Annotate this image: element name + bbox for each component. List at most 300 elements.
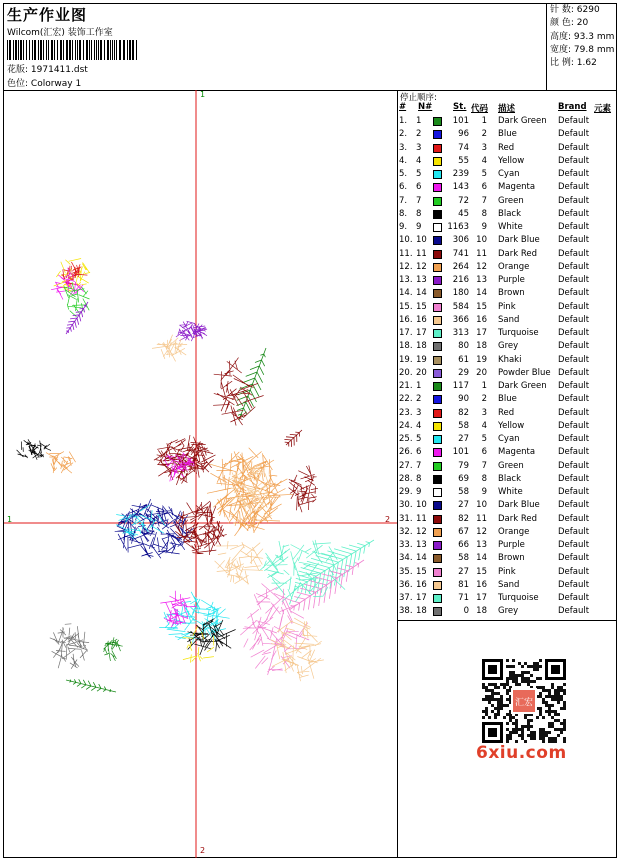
row-stitches: 96 — [458, 129, 469, 140]
stitch-group — [160, 591, 197, 628]
row-code: 3 — [481, 142, 487, 153]
row-stitches: 1163 — [447, 222, 469, 232]
color-swatch — [433, 501, 442, 510]
row-desc: Grey — [498, 606, 519, 617]
row-stitches: 82 — [458, 407, 469, 418]
color-swatch — [433, 515, 442, 524]
color-swatch — [433, 581, 442, 590]
table-row — [398, 181, 616, 194]
stitch-group — [271, 618, 324, 681]
table-row — [398, 274, 616, 287]
row-stitches: 67 — [458, 526, 469, 537]
colorway-label: 色位: — [7, 79, 29, 89]
row-needle: 20 — [416, 367, 427, 378]
row-desc: Dark Red — [498, 248, 538, 259]
row-desc: Magenta — [498, 447, 536, 458]
row-stitches: 80 — [458, 341, 469, 352]
row-index: 10. — [399, 235, 413, 246]
row-index: 18. — [399, 341, 413, 352]
row-desc: Dark Blue — [498, 235, 540, 246]
row-stitches: 29 — [458, 367, 469, 378]
row-code: 18 — [476, 341, 487, 352]
col-needle: N# — [418, 102, 433, 112]
header — [4, 4, 616, 91]
table-row — [398, 340, 616, 353]
row-stitches: 45 — [458, 208, 469, 219]
row-stitches: 264 — [452, 261, 469, 272]
sequence-rows — [398, 115, 616, 619]
stop-sequence-panel — [398, 90, 616, 621]
row-needle: 9 — [416, 487, 422, 497]
page-title: 生产作业图 — [7, 6, 88, 24]
row-needle: 12 — [416, 526, 427, 537]
row-index: 2. — [399, 129, 408, 140]
row-code: 8 — [481, 208, 487, 219]
row-index: 17. — [399, 328, 413, 338]
row-brand: Default — [558, 155, 590, 166]
row-index: 33. — [399, 540, 413, 550]
row-code: 14 — [476, 288, 487, 299]
table-row — [398, 195, 616, 208]
table-row — [398, 301, 616, 314]
stitch-group — [215, 541, 264, 585]
row-code: 18 — [476, 606, 487, 617]
row-needle: 15 — [416, 301, 427, 312]
stitch-group — [64, 283, 90, 317]
row-stitches: 61 — [458, 354, 469, 365]
color-swatch — [433, 554, 442, 563]
colorway-line — [7, 76, 81, 89]
row-needle: 16 — [416, 579, 427, 590]
row-desc: Blue — [498, 129, 517, 140]
col-stitches: St. — [453, 102, 467, 112]
stitch-group — [237, 348, 267, 420]
color-swatch — [433, 130, 442, 139]
color-swatch — [433, 369, 442, 378]
color-swatch — [433, 157, 442, 166]
row-desc: Black — [498, 473, 521, 484]
table-row — [398, 221, 616, 234]
row-needle: 17 — [416, 593, 427, 603]
production-sheet — [3, 3, 617, 858]
row-brand: Default — [558, 328, 590, 338]
row-desc: Green — [498, 195, 524, 206]
color-swatch — [433, 607, 442, 616]
qr-code — [482, 659, 566, 743]
row-brand: Default — [558, 314, 590, 325]
embroidery-preview — [4, 90, 397, 858]
row-index: 6. — [399, 182, 408, 193]
row-code: 4 — [481, 420, 487, 431]
row-stitches: 79 — [458, 460, 469, 471]
row-code: 7 — [481, 460, 487, 471]
row-code: 15 — [476, 301, 487, 312]
row-index: 5. — [399, 169, 408, 179]
row-brand: Default — [558, 367, 590, 378]
row-brand: Default — [558, 129, 590, 140]
col-code: 代码 — [471, 104, 489, 114]
row-index: 16. — [399, 314, 413, 325]
row-desc: Cyan — [498, 434, 520, 444]
row-index: 14. — [399, 288, 413, 299]
table-row — [398, 142, 616, 155]
row-code: 11 — [476, 513, 487, 524]
row-stitches: 69 — [458, 473, 469, 484]
row-needle: 3 — [416, 407, 422, 418]
row-brand: Default — [558, 500, 590, 511]
stats-panel — [546, 4, 616, 90]
table-row — [398, 473, 616, 486]
row-stitches: 117 — [452, 381, 469, 391]
row-desc: Orange — [498, 526, 530, 537]
color-swatch — [433, 462, 442, 471]
row-brand: Default — [558, 593, 590, 603]
row-index: 30. — [399, 500, 413, 511]
color-swatch — [433, 448, 442, 457]
row-stitches: 239 — [452, 169, 469, 179]
row-desc: Blue — [498, 394, 517, 405]
table-row — [398, 168, 616, 181]
row-needle: 16 — [416, 314, 427, 325]
row-desc: Pink — [498, 566, 516, 577]
table-row — [398, 513, 616, 526]
design-name: 1971411.dst — [30, 65, 88, 75]
row-needle: 17 — [416, 328, 427, 338]
stitch-group — [176, 321, 207, 341]
stitch-group — [154, 435, 216, 485]
row-desc: Red — [498, 142, 515, 153]
row-code: 16 — [476, 314, 487, 325]
row-index: 22. — [399, 394, 413, 405]
stitch-group — [50, 624, 89, 669]
row-index: 11. — [399, 248, 413, 259]
row-index: 38. — [399, 606, 413, 617]
table-row — [398, 552, 616, 565]
row-brand: Default — [558, 526, 590, 537]
row-brand: Default — [558, 208, 590, 219]
row-needle: 11 — [416, 248, 427, 259]
row-stitches: 101 — [452, 116, 469, 126]
row-code: 14 — [476, 553, 487, 564]
row-desc: Dark Blue — [498, 500, 540, 511]
row-code: 13 — [476, 275, 487, 285]
colorway-name: Colorway 1 — [30, 79, 82, 89]
row-desc: Yellow — [498, 420, 525, 431]
table-row — [398, 407, 616, 420]
row-code: 17 — [476, 328, 487, 338]
color-swatch — [433, 276, 442, 285]
axis-label-left: 1 — [7, 515, 13, 524]
row-desc: Sand — [498, 579, 520, 590]
row-code: 1 — [481, 381, 487, 391]
row-stitches: 66 — [458, 540, 469, 550]
row-desc: Orange — [498, 261, 530, 272]
stitch-group — [115, 499, 194, 558]
row-index: 20. — [399, 367, 413, 378]
stat-stitches: 针 数: 6290 — [550, 5, 600, 15]
row-needle: 5 — [416, 169, 422, 179]
row-stitches: 216 — [452, 275, 469, 285]
row-code: 8 — [481, 473, 487, 484]
row-brand: Default — [558, 248, 590, 259]
table-row — [398, 115, 616, 128]
row-brand: Default — [558, 235, 590, 246]
table-row — [398, 208, 616, 221]
color-swatch — [433, 197, 442, 206]
stitch-group — [104, 637, 123, 661]
row-code: 19 — [476, 354, 487, 365]
row-needle: 8 — [416, 473, 422, 484]
row-needle: 14 — [416, 553, 427, 564]
row-index: 28. — [399, 473, 413, 484]
color-swatch — [433, 422, 442, 431]
color-swatch — [433, 223, 442, 232]
row-stitches: 366 — [452, 314, 469, 325]
row-index: 9. — [399, 222, 408, 232]
stitch-art — [17, 259, 374, 693]
row-desc: Cyan — [498, 169, 520, 179]
row-code: 1 — [481, 116, 487, 126]
row-code: 5 — [481, 169, 487, 179]
row-brand: Default — [558, 381, 590, 391]
row-desc: Dark Green — [498, 116, 547, 126]
color-swatch — [433, 210, 442, 219]
table-row — [398, 566, 616, 579]
row-desc: Green — [498, 460, 524, 471]
row-index: 32. — [399, 526, 413, 537]
row-desc: Grey — [498, 341, 519, 352]
row-desc: Red — [498, 407, 515, 418]
row-needle: 9 — [416, 222, 422, 232]
row-index: 21. — [399, 381, 413, 391]
row-needle: 1 — [416, 116, 422, 126]
table-row — [398, 526, 616, 539]
row-brand: Default — [558, 142, 590, 153]
color-swatch — [433, 263, 442, 272]
row-code: 15 — [476, 566, 487, 577]
color-swatch — [433, 528, 442, 537]
stitch-group — [46, 452, 76, 474]
color-swatch — [433, 594, 442, 603]
row-desc: Turquoise — [498, 328, 539, 338]
row-brand: Default — [558, 553, 590, 564]
axis-label-right: 2 — [385, 515, 391, 524]
row-code: 16 — [476, 579, 487, 590]
row-index: 8. — [399, 208, 408, 219]
row-code: 12 — [476, 261, 487, 272]
table-row — [398, 287, 616, 300]
row-desc: White — [498, 222, 523, 232]
row-index: 19. — [399, 354, 413, 365]
row-stitches: 741 — [452, 248, 469, 259]
row-desc: Turquoise — [498, 593, 539, 603]
row-index: 27. — [399, 460, 413, 471]
row-index: 37. — [399, 593, 413, 603]
row-needle: 5 — [416, 434, 422, 444]
row-index: 13. — [399, 275, 413, 285]
stat-width: 宽度: 79.8 mm — [550, 44, 615, 55]
row-code: 6 — [481, 447, 487, 458]
row-stitches: 74 — [458, 142, 469, 153]
table-row — [398, 261, 616, 274]
stitch-group — [284, 430, 302, 447]
row-brand: Default — [558, 579, 590, 590]
row-stitches: 306 — [452, 235, 469, 246]
row-needle: 4 — [416, 155, 422, 166]
table-row — [398, 234, 616, 247]
row-code: 20 — [476, 367, 487, 378]
stitch-group — [182, 627, 214, 663]
row-desc: Dark Green — [498, 381, 547, 391]
row-needle: 2 — [416, 394, 422, 405]
row-brand: Default — [558, 540, 590, 550]
col-brand: Brand — [558, 102, 587, 112]
row-brand: Default — [558, 407, 590, 418]
table-row — [398, 367, 616, 380]
table-row — [398, 354, 616, 367]
row-stitches: 180 — [452, 288, 469, 299]
row-brand: Default — [558, 394, 590, 405]
row-needle: 8 — [416, 208, 422, 219]
row-brand: Default — [558, 447, 590, 458]
row-stitches: 584 — [452, 301, 469, 312]
color-swatch — [433, 250, 442, 259]
table-row — [398, 327, 616, 340]
row-needle: 15 — [416, 566, 427, 577]
row-desc: Purple — [498, 540, 525, 550]
color-swatch — [433, 329, 442, 338]
sequence-title: 停止顺序: — [400, 93, 437, 103]
row-stitches: 0 — [463, 606, 469, 617]
axis-label-bottom: 2 — [200, 846, 206, 855]
stitch-group — [66, 302, 88, 334]
row-needle: 6 — [416, 182, 422, 193]
stitch-group — [66, 679, 116, 692]
color-swatch — [433, 568, 442, 577]
row-brand: Default — [558, 606, 590, 617]
row-index: 35. — [399, 566, 413, 577]
row-brand: Default — [558, 288, 590, 299]
color-swatch — [433, 488, 442, 497]
row-desc: Black — [498, 208, 521, 219]
table-row — [398, 605, 616, 618]
row-desc: Pink — [498, 301, 516, 312]
design-label: 花版: — [7, 65, 29, 75]
row-index: 23. — [399, 407, 413, 418]
color-swatch — [433, 395, 442, 404]
table-row — [398, 155, 616, 168]
row-stitches: 27 — [458, 566, 469, 577]
row-brand: Default — [558, 434, 590, 444]
svg-text:汇宏: 汇宏 — [514, 698, 534, 708]
row-brand: Default — [558, 182, 590, 193]
row-brand: Default — [558, 169, 590, 179]
row-brand: Default — [558, 195, 590, 206]
row-brand: Default — [558, 473, 590, 484]
row-code: 7 — [481, 195, 487, 206]
row-code: 2 — [481, 129, 487, 140]
row-code: 2 — [481, 394, 487, 405]
row-needle: 18 — [416, 341, 427, 352]
row-brand: Default — [558, 566, 590, 577]
col-desc: 描述 — [498, 104, 516, 114]
row-index: 31. — [399, 513, 413, 524]
axis-label-top: 1 — [200, 90, 206, 99]
row-desc: Yellow — [498, 155, 525, 166]
row-desc: Khaki — [498, 354, 522, 365]
color-swatch — [433, 316, 442, 325]
row-desc: Powder Blue — [498, 367, 551, 378]
table-row — [398, 128, 616, 141]
row-desc: Dark Red — [498, 513, 538, 524]
row-brand: Default — [558, 261, 590, 272]
row-needle: 11 — [416, 513, 427, 524]
row-brand: Default — [558, 341, 590, 352]
row-index: 3. — [399, 142, 408, 153]
table-row — [398, 592, 616, 605]
row-stitches: 313 — [452, 328, 469, 338]
row-code: 10 — [476, 235, 487, 246]
color-swatch — [433, 409, 442, 418]
row-stitches: 58 — [458, 420, 469, 431]
row-brand: Default — [558, 513, 590, 524]
table-row — [398, 486, 616, 499]
row-needle: 13 — [416, 540, 427, 550]
table-row — [398, 460, 616, 473]
row-code: 5 — [481, 434, 487, 444]
row-desc: Sand — [498, 314, 520, 325]
row-index: 1. — [399, 116, 408, 126]
row-code: 12 — [476, 526, 487, 537]
row-needle: 7 — [416, 460, 422, 471]
row-code: 17 — [476, 593, 487, 603]
stat-scale: 比 例: 1.62 — [550, 58, 597, 69]
table-row — [398, 539, 616, 552]
table-row — [398, 380, 616, 393]
row-needle: 7 — [416, 195, 422, 206]
row-desc: Magenta — [498, 182, 536, 193]
qr-panel — [398, 621, 616, 858]
color-swatch — [433, 303, 442, 312]
row-code: 9 — [481, 487, 487, 497]
row-brand: Default — [558, 275, 590, 285]
row-index: 7. — [399, 195, 408, 206]
row-desc: White — [498, 487, 523, 497]
sequence-header — [398, 102, 616, 115]
row-index: 36. — [399, 579, 413, 590]
row-needle: 12 — [416, 261, 427, 272]
table-row — [398, 393, 616, 406]
color-swatch — [433, 356, 442, 365]
studio-name: Wilcom(汇宏) 装饰工作室 — [7, 28, 113, 38]
row-code: 10 — [476, 500, 487, 511]
row-index: 29. — [399, 487, 413, 497]
row-code: 4 — [481, 155, 487, 166]
design-canvas — [4, 90, 398, 858]
row-brand: Default — [558, 301, 590, 312]
stitch-group — [289, 560, 364, 611]
row-index: 25. — [399, 434, 413, 444]
col-element: 元素 — [594, 104, 612, 114]
color-swatch — [433, 144, 442, 153]
row-desc: Brown — [498, 553, 525, 564]
color-swatch — [433, 475, 442, 484]
row-index: 26. — [399, 447, 413, 458]
color-swatch — [433, 183, 442, 192]
row-needle: 19 — [416, 354, 427, 365]
color-swatch — [433, 541, 442, 550]
stat-height: 高度: 93.3 mm — [550, 31, 615, 42]
